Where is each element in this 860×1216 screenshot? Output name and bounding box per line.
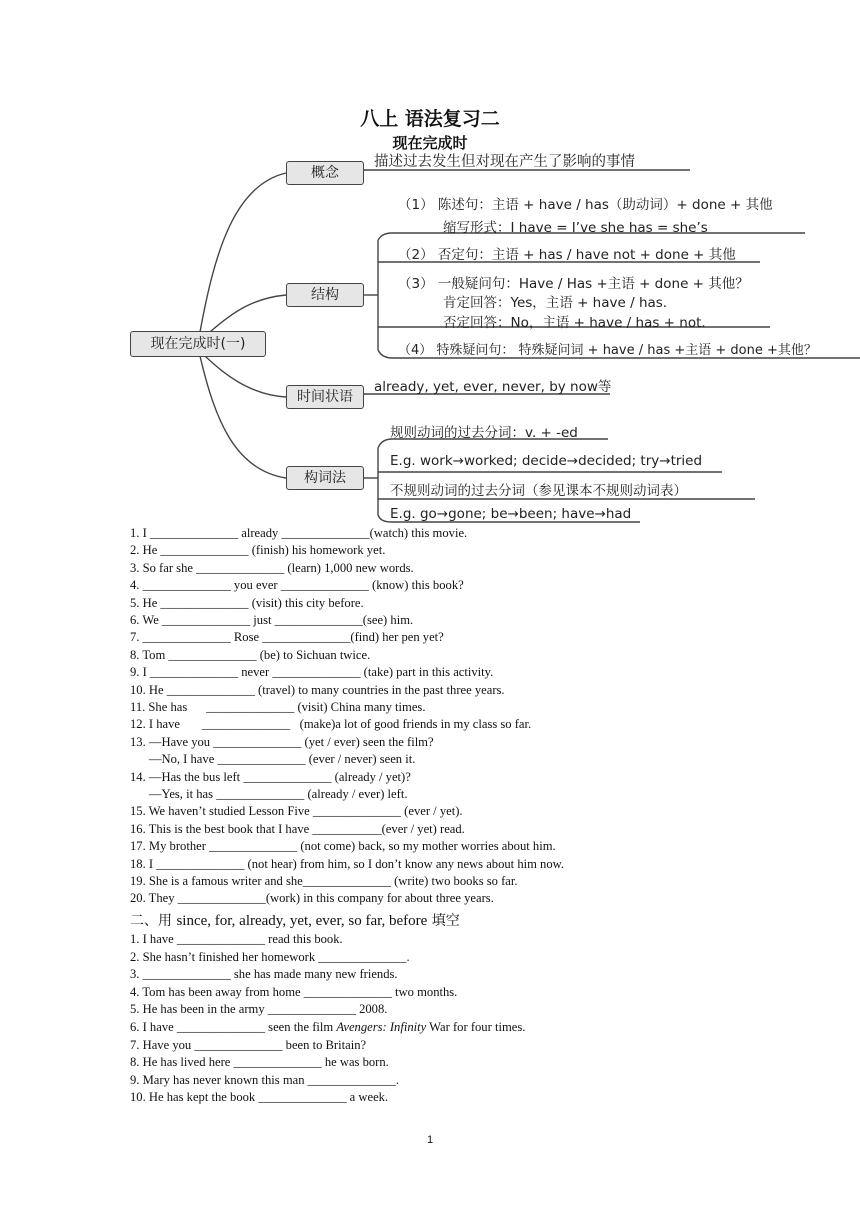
- exercise-4: 4. ______________ you ever ______________ (know) this book?: [130, 578, 464, 593]
- structure-item: （1） 陈述句：主语 + have / has（助动词）+ done + 其他: [398, 197, 773, 213]
- exercise2-8: 8. He has lived here ______________ he was born.: [130, 1055, 389, 1070]
- exercise2-9: 9. Mary has never known this man ______________.: [130, 1072, 399, 1087]
- exercise-5: 5. He ______________ (visit) this city before.: [130, 595, 364, 610]
- mindmap-connectors: [0, 0, 860, 530]
- exercise-16: 16. This is the best book that I have ___________(ever / yet) read.: [130, 821, 465, 836]
- exercise2-2: 2. She hasn’t finished her homework ______________.: [130, 949, 410, 964]
- exercise-8: 8. Tom ______________ (be) to Sichuan twice.: [130, 647, 371, 662]
- page-subtitle: 现在完成时: [392, 134, 468, 152]
- exercise-17: 17. My brother ______________ (not come) back, so my mother worries about him.: [130, 839, 556, 854]
- exercise2-5: 5. He has been in the army ______________ 2008.: [130, 1002, 388, 1017]
- structure-item: 肯定回答：Yes，主语 + have / has.: [443, 295, 668, 311]
- exercise2-7: 7. Have you ______________ been to Britain?: [130, 1037, 367, 1052]
- branch-formation: 构词法: [286, 466, 364, 490]
- exercise2-6-end: War for four times.: [426, 1020, 526, 1034]
- formation-item: E.g. go→gone; be→been; have→had: [390, 506, 632, 522]
- exercise-6: 6. We ______________ just ______________(see) him.: [130, 613, 414, 627]
- exercise-3: 3. So far she ______________ (learn) 1,000 new words.: [130, 560, 414, 575]
- exercise-9: 9. I ______________ never ______________ (take) part in this activity.: [130, 665, 494, 680]
- exercise2-6-film-title: Avengers: Infinity: [336, 1020, 427, 1034]
- branch-time: 时间状语: [286, 385, 364, 409]
- time-text: already, yet, ever, never, by now等: [374, 379, 612, 395]
- concept-text: 描述过去发生但对现在产生了影响的事情: [374, 154, 635, 170]
- connector-formation: [200, 356, 286, 478]
- exercise-7: 7. ______________ Rose ______________(find) her pen yet?: [130, 630, 444, 645]
- branch-structure: 结构: [286, 283, 364, 307]
- section-2-words: since, for, already, yet, ever, so far, before: [176, 913, 428, 929]
- exercise-12: 12. I have ______________ (make)a lot of good friends in my class so far.: [130, 717, 532, 732]
- exercise2-1: 1. I have ______________ read this book.: [130, 932, 343, 946]
- exercise2-3: 3. ______________ she has made many new friends.: [130, 967, 398, 982]
- structure-item: （2） 否定句：主语 + has / have not + done + 其他: [398, 247, 736, 263]
- exercise-13-reply: —No, I have ______________ (ever / never) seen it.: [130, 752, 416, 767]
- structure-item: （3） 一般疑问句：Have / Has +主语 + done + 其他？: [398, 276, 749, 292]
- structure-item: 否定回答：No，主语 + have / has + not.: [443, 315, 706, 331]
- section-2-prefix: 二、用: [130, 913, 177, 929]
- exercise-19: 19. She is a famous writer and she______________ (write) two books so far.: [130, 874, 518, 888]
- exercise-1: 1. I ______________ already ______________(watch) this movie.: [130, 526, 468, 540]
- exercise2-4: 4. Tom has been away from home ______________ two months.: [130, 984, 458, 999]
- page-number: 1: [426, 1134, 434, 1146]
- page-title: 八上 语法复习二: [360, 108, 500, 130]
- exercise2-6: [130, 1019, 525, 1036]
- connector-time: [205, 356, 286, 397]
- exercise-10: 10. He ______________ (travel) to many countries in the past three years.: [130, 682, 505, 697]
- exercise2-10: 10. He has kept the book ______________ a week.: [130, 1090, 389, 1105]
- exercise-14: 14. —Has the bus left ______________ (already / yet)?: [130, 769, 411, 784]
- formation-item: 不规则动词的过去分词（参见课本不规则动词表）: [390, 483, 687, 499]
- formation-item: 规则动词的过去分词：v. + -ed: [390, 425, 578, 441]
- structure-item: （4） 特殊疑问句： 特殊疑问词 + have / has +主语 + done +其他？: [398, 343, 817, 358]
- section-2-heading: [130, 910, 460, 930]
- exercise-20: 20. They ______________(work) in this company for about three years.: [130, 891, 494, 906]
- exercise-14-reply: —Yes, it has ______________ (already / ever) left.: [130, 787, 408, 801]
- formation-item: E.g. work→worked; decide→decided; try→tried: [390, 453, 703, 469]
- exercise-2: 2. He ______________ (finish) his homework yet.: [130, 543, 386, 558]
- exercise-11: 11. She has ______________ (visit) China many times.: [130, 700, 426, 714]
- connector-structure: [210, 295, 286, 332]
- root-node: 现在完成时(一): [130, 331, 266, 357]
- structure-item: 缩写形式：I have = I’ve she has = she’s: [443, 220, 708, 236]
- exercise-15: 15. We haven’t studied Lesson Five ______________ (ever / yet).: [130, 804, 463, 819]
- exercise2-6-start: 6. I have ______________ seen the film: [130, 1020, 337, 1034]
- branch-concept: 概念: [286, 161, 364, 185]
- section-2-suffix: 填空: [427, 913, 460, 929]
- exercise-18: 18. I ______________ (not hear) from him, so I don’t know any news about him now.: [130, 856, 565, 871]
- exercise-13: 13. —Have you ______________ (yet / ever) seen the film?: [130, 734, 434, 749]
